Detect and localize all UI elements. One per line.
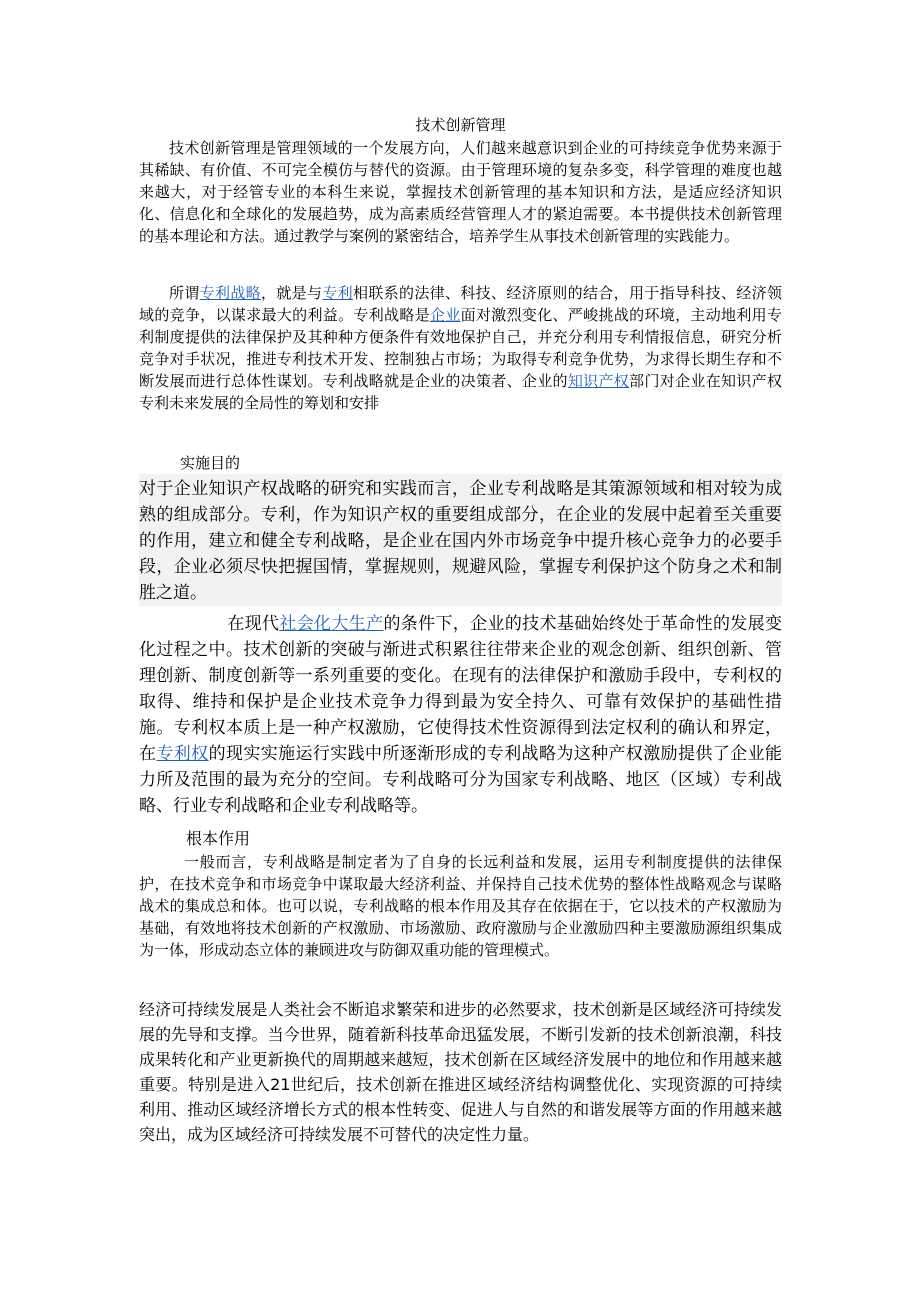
text-run: 所谓 xyxy=(169,284,200,302)
link-patent-right[interactable]: 专利权 xyxy=(156,744,209,764)
text-run: 面对激烈变化、严峻挑战的环境，主动地利用专利制度提供的法律保护及其种种方便条件有效地保护自己，并充分利用专利情报信息，研究分析竞争对手状况，推进专利技术开发、控制独占市场；为取得专利竞争优势，为求得长期生存和不断发展而进行总体性谋划。专利战略就是企业的决策者、企业的 xyxy=(139,306,782,390)
paragraph-fundamental-role: 一般而言，专利战略是制定者为了自身的长远利益和发展，运用专利制度提供的法律保护，在技术竞争和市场竞争中谋取最大经济利益、并保持自己技术优势的整体性战略观念与谋略战术的集成总和体。也可以说，专利战略的根本作用及其存在依据在于，它以技术的产权激励为基础，有效地将技术创新的产权激励、市场激励、政府激励与企业激励四种主要激励源组织集成为一体，形成动态立体的兼顾进攻与防御双重功能的管理模式。 xyxy=(139,853,782,959)
section-heading-purpose: 实施目的 xyxy=(180,454,241,472)
paragraph-sustainable-development: 经济可持续发展是人类社会不断追求繁荣和进步的必然要求，技术创新是区域经济可持续发展的先导和支撑。当今世界，随着新科技革命迅猛发展，不断引发新的技术创新浪潮，科技成果转化和产业更新换代的周期越来越短，技术创新在区域经济发展中的地位和作用越来越重要。特别是进入21世纪后，技术创新在推进区域经济结构调整优化、实现资源的可持续利用、推动区域经济增长方式的根本性转变、促进人与自然的和谐发展等方面的作用越来越突出，成为区域经济可持续发展不可替代的决定性力量。 xyxy=(139,1000,782,1144)
text-run: 部门对企业在知识产权专利未来发展的全局性的筹划和安排 xyxy=(139,372,782,412)
link-intellectual-property[interactable]: 知识产权 xyxy=(567,372,630,390)
text-run: 的条件下，企业的技术基础始终处于革命性的发展变化过程之中。技术创新的突破与渐进式积累往往带来企业的观念创新、组织创新、管理创新、制度创新等一系列重要的变化。在现有的法律保护和激励手段中，专利权的取得、维持和保护是企业技术竞争力得到最为安全持久、可靠有效保护的基础性措施。专利权本质上是一种产权激励，它使得技术性资源得到法定权利的确认和界定，在 xyxy=(139,614,782,764)
link-patent-strategy[interactable]: 专利战略 xyxy=(199,284,261,302)
paragraph-patent-strategy xyxy=(139,282,782,414)
section-heading-fundamental-role: 根本作用 xyxy=(186,829,251,848)
paragraph-modern-production xyxy=(139,611,782,819)
text-run: 在现代 xyxy=(227,614,280,634)
link-socialized-production[interactable]: 社会化大生产 xyxy=(279,614,384,634)
paragraph-shaded-quote: 对于企业知识产权战略的研究和实践而言，企业专利战略是其策源领域和相对较为成熟的组成部分。专利，作为知识产权的重要组成部分，在企业的发展中起着至关重要的作用，建立和健全专利战略，是企业在国内外市场竞争中提升核心竞争力的必要手段，企业必须尽快把握国情，掌握规则，规避风险，掌握专利保护这个防身之术和制胜之道。 xyxy=(139,474,782,606)
text-run: 的现实实施运行实践中所逐渐形成的专利战略为这种产权激励提供了企业能力所及范围的最为充分的空间。专利战略可分为国家专利战略、地区（区域）专利战略、行业专利战略和企业专利战略等。 xyxy=(139,744,783,816)
paragraph-intro: 技术创新管理是管理领域的一个发展方向，人们越来越意识到企业的可持续竞争优势来源于其稀缺、有价值、不可完全模仿与替代的资源。由于管理环境的复杂多变，科学管理的难度也越来越大，对于经管专业的本科生来说，掌握技术创新管理的基本知识和方法，是适应经济知识化、信息化和全球化的发展趋势，成为高素质经营管理人才的紧迫需要。本书提供技术创新管理的基本理论和方法。通过教学与案例的紧密结合，培养学生从事技术创新管理的实践能力。 xyxy=(139,139,782,245)
link-patent[interactable]: 专利 xyxy=(322,284,353,302)
text-run: ，就是与 xyxy=(261,284,323,302)
link-enterprise[interactable]: 企业 xyxy=(430,306,461,324)
document-title: 技术创新管理 xyxy=(415,116,506,134)
text-run: 相联系的法律、科技、经济原则的结合，用于指导科技、经济领域的竞争，以谋求最大的利益。专利战略是 xyxy=(139,284,782,324)
